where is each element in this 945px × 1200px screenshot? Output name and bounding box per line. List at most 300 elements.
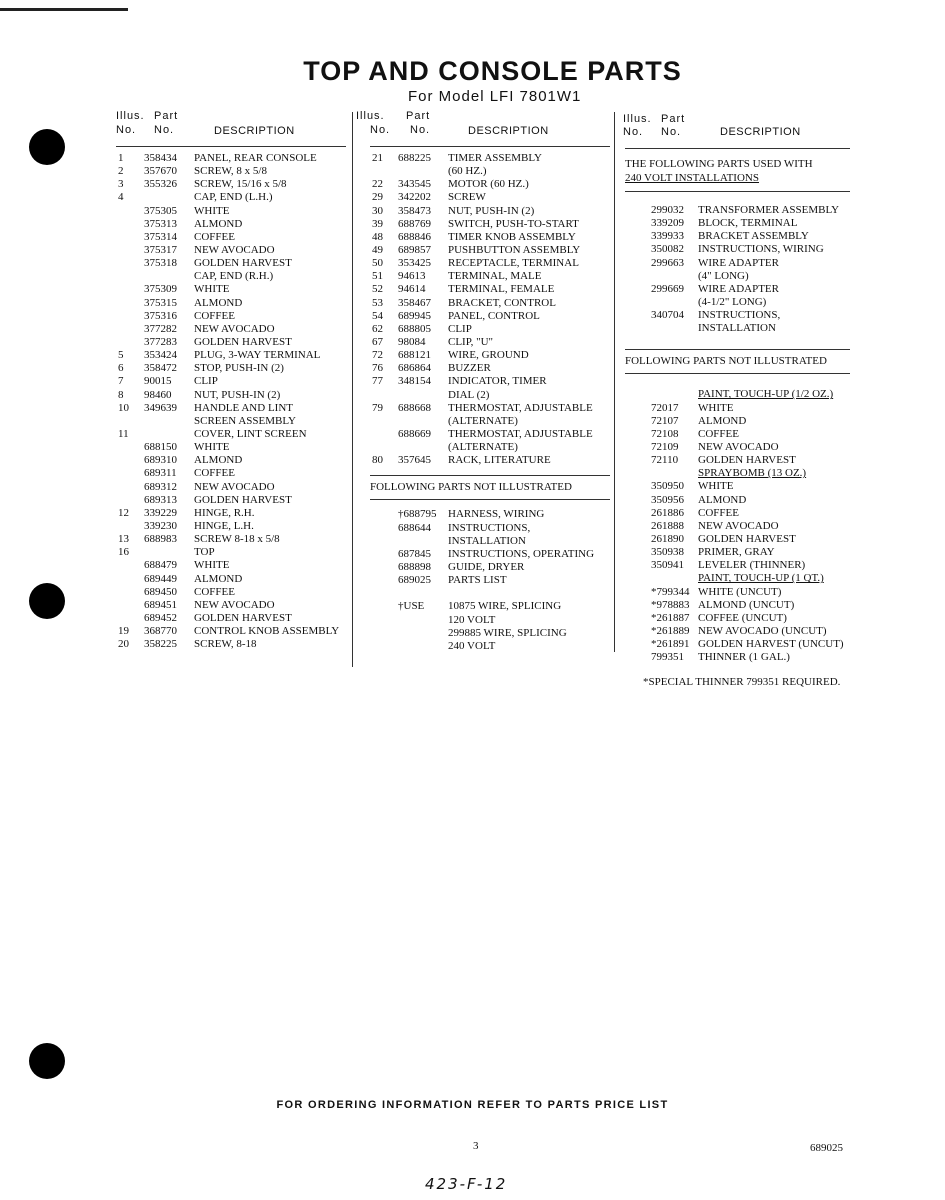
- illus-number: 49: [372, 243, 383, 256]
- part-number: 375317: [144, 243, 177, 256]
- parts-row: [370, 270, 610, 283]
- illus-number: 79: [372, 401, 383, 414]
- part-number: 98084: [398, 335, 426, 348]
- parts-row: [651, 388, 850, 401]
- parts-row: [651, 467, 850, 480]
- parts-row: [116, 481, 346, 494]
- part-description: GUIDE, DRYER: [448, 560, 525, 573]
- part-description: NEW AVOCADO: [698, 440, 779, 453]
- part-number: 358473: [398, 204, 431, 217]
- parts-row: [116, 467, 346, 480]
- illus-number: 12: [118, 506, 129, 519]
- part-description: HANDLE AND LINT: [194, 401, 293, 414]
- parts-row: [651, 322, 850, 335]
- part-description: WHITE: [194, 283, 230, 296]
- part-number: 261888: [651, 519, 684, 532]
- part-description: HINGE, R.H.: [194, 506, 255, 519]
- part-description: TERMINAL, FEMALE: [448, 283, 555, 296]
- part-description: NEW AVOCADO: [698, 519, 779, 532]
- part-number: 94614: [398, 283, 426, 296]
- parts-row: [370, 310, 610, 323]
- part-number: 688150: [144, 441, 177, 454]
- parts-row: [370, 178, 610, 191]
- part-description: PANEL, CONTROL: [448, 309, 540, 322]
- part-number: 94613: [398, 270, 426, 283]
- part-description: GOLDEN HARVEST: [194, 611, 292, 624]
- part-description: CLIP: [448, 322, 472, 335]
- part-number: 689025: [398, 574, 431, 587]
- part-description: BRACKET, CONTROL: [448, 296, 556, 309]
- parts-row: [116, 454, 346, 467]
- parts-row: [651, 428, 850, 441]
- parts-row: [116, 389, 346, 402]
- header-illus-no: No.: [116, 124, 137, 136]
- parts-row: [116, 533, 346, 546]
- ordering-info-footer: FOR ORDERING INFORMATION REFER TO PARTS PRICE LIST: [276, 1099, 669, 1111]
- parts-row: [370, 548, 610, 561]
- part-description: CAP, END (L.H.): [194, 191, 273, 204]
- part-description: GOLDEN HARVEST: [194, 257, 292, 270]
- parts-row: [370, 415, 610, 428]
- parts-row: [116, 244, 346, 257]
- part-description: 299885 WIRE, SPLICING: [448, 626, 567, 639]
- part-description: RACK, LITERATURE: [448, 454, 551, 467]
- parts-row: [651, 309, 850, 322]
- part-number: 353425: [398, 257, 431, 270]
- parts-row: [370, 389, 610, 402]
- header-part: Part: [406, 110, 431, 122]
- illus-number: 30: [372, 204, 383, 217]
- part-description: WHITE: [698, 401, 734, 414]
- parts-row: [651, 533, 850, 546]
- parts-row: [116, 625, 346, 638]
- parts-row: [116, 402, 346, 415]
- illus-number: 52: [372, 283, 383, 296]
- part-number: 72108: [651, 427, 679, 440]
- illus-number: 8: [118, 388, 124, 401]
- parts-row: [651, 625, 850, 638]
- parts-row: [116, 218, 346, 231]
- part-description: COFFEE: [194, 309, 235, 322]
- part-number: 339209: [651, 217, 684, 230]
- part-number: †USE: [398, 600, 425, 613]
- part-description: LEVELER (THINNER): [698, 559, 806, 572]
- part-description: WIRE ADAPTER: [698, 256, 779, 269]
- part-number: 689857: [398, 243, 431, 256]
- part-description: TIMER ASSEMBLY: [448, 152, 542, 164]
- part-number: 350938: [651, 546, 684, 559]
- part-number: *978883: [651, 598, 690, 611]
- part-number: 358225: [144, 638, 177, 651]
- illus-number: 77: [372, 375, 383, 388]
- part-description: NEW AVOCADO (UNCUT): [698, 624, 827, 637]
- part-description: 10875 WIRE, SPLICING: [448, 600, 562, 613]
- part-description: NUT, PUSH-IN (2): [448, 204, 535, 217]
- part-description: ALMOND: [698, 493, 747, 506]
- part-number: 688805: [398, 322, 431, 335]
- part-description: WIRE ADAPTER: [698, 282, 779, 295]
- part-number: 98460: [144, 388, 172, 401]
- part-number: 368770: [144, 625, 177, 638]
- illus-number: 21: [372, 152, 383, 164]
- part-number: 689313: [144, 493, 177, 506]
- part-number: 299032: [651, 204, 684, 216]
- page-title: TOP AND CONSOLE PARTS: [303, 56, 682, 86]
- parts-row: [651, 638, 850, 651]
- parts-row: [116, 349, 346, 362]
- part-description: PANEL, REAR CONSOLE: [194, 152, 317, 164]
- part-description: ALMOND: [698, 414, 747, 427]
- parts-row: [370, 362, 610, 375]
- parts-row: [651, 204, 850, 217]
- part-description: SCREW: [448, 191, 486, 204]
- parts-row: [651, 572, 850, 585]
- part-description: GOLDEN HARVEST: [194, 335, 292, 348]
- part-description: INSTRUCTIONS, OPERATING: [448, 547, 595, 560]
- part-description: SCREW, 8-18: [194, 638, 257, 651]
- part-description: BRACKET ASSEMBLY: [698, 230, 809, 243]
- part-number: 340704: [651, 309, 684, 322]
- illus-number: 10: [118, 401, 129, 414]
- parts-row: [116, 507, 346, 520]
- part-number: 688121: [398, 349, 431, 362]
- parts-row: [116, 270, 346, 283]
- illus-number: 11: [118, 427, 129, 440]
- illus-number: 2: [118, 165, 124, 178]
- parts-row: [651, 270, 850, 283]
- section-heading-not-illustrated: FOLLOWING PARTS NOT ILLUSTRATED: [370, 475, 610, 500]
- parts-row: [116, 546, 346, 559]
- part-description: ALMOND (UNCUT): [698, 598, 795, 611]
- parts-row: [651, 243, 850, 256]
- part-number: 72110: [651, 454, 679, 467]
- part-number: 357670: [144, 165, 177, 178]
- part-description: (4" LONG): [698, 269, 749, 282]
- part-description: SWITCH, PUSH-TO-START: [448, 217, 579, 230]
- illus-number: 13: [118, 533, 129, 546]
- part-number: 350950: [651, 480, 684, 493]
- part-number: 799351: [651, 651, 684, 664]
- punch-hole-middle: [29, 583, 65, 619]
- part-description: GOLDEN HARVEST: [194, 493, 292, 506]
- part-number: 261886: [651, 506, 684, 519]
- parts-row: [116, 428, 346, 441]
- part-number: 686864: [398, 362, 431, 375]
- punch-hole-bottom: [29, 1043, 65, 1079]
- illus-number: 6: [118, 362, 124, 375]
- illus-number: 67: [372, 335, 383, 348]
- part-number: 339933: [651, 230, 684, 243]
- part-number: †688795: [398, 508, 437, 521]
- part-number: 688225: [398, 152, 431, 164]
- parts-row: [651, 599, 850, 612]
- parts-row: [370, 428, 610, 441]
- parts-row: [651, 415, 850, 428]
- part-description: TOP: [194, 546, 215, 559]
- part-description: ALMOND: [194, 296, 243, 309]
- part-number: 261890: [651, 532, 684, 545]
- parts-row: [370, 587, 610, 600]
- column-header: [356, 110, 610, 146]
- document-number: 689025: [810, 1142, 843, 1154]
- parts-row: [370, 205, 610, 218]
- part-description: COFFEE: [194, 230, 235, 243]
- part-number: 688983: [144, 533, 177, 546]
- part-number: 689312: [144, 480, 177, 493]
- header-part: Part: [154, 110, 179, 122]
- part-description: INSTRUCTIONS,: [448, 521, 531, 534]
- handwritten-reference: 423-F-12: [425, 1175, 508, 1193]
- part-number: 375309: [144, 283, 177, 296]
- part-number: 689452: [144, 611, 177, 624]
- part-description: COFFEE: [698, 506, 739, 519]
- illus-number: 29: [372, 191, 383, 204]
- part-description: MOTOR (60 HZ.): [448, 178, 529, 191]
- section-heading-240-volt: THE FOLLOWING PARTS USED WITH 240 VOLT INSTALLATIONS: [625, 157, 850, 192]
- part-number: 72109: [651, 440, 679, 453]
- part-number: 375305: [144, 204, 177, 217]
- part-number: 349639: [144, 401, 177, 414]
- part-description: PRIMER, GRAY: [698, 546, 775, 559]
- parts-row: [651, 230, 850, 243]
- part-description: INDICATOR, TIMER: [448, 375, 547, 388]
- parts-row: [370, 454, 610, 467]
- part-number: 689945: [398, 309, 431, 322]
- part-description: INSTRUCTIONS, WIRING: [698, 243, 824, 256]
- parts-row: [370, 231, 610, 244]
- parts-row: [116, 283, 346, 296]
- parts-row: [116, 520, 346, 533]
- part-description: (4-1/2" LONG): [698, 295, 767, 308]
- part-description: NEW AVOCADO: [194, 243, 275, 256]
- part-description: GOLDEN HARVEST: [698, 532, 796, 545]
- illus-number: 54: [372, 309, 383, 322]
- part-description: TRANSFORMER ASSEMBLY: [698, 204, 840, 216]
- column-divider: [614, 112, 615, 652]
- illus-number: 4: [118, 191, 124, 204]
- part-number: 350082: [651, 243, 684, 256]
- part-description: STOP, PUSH-IN (2): [194, 362, 284, 375]
- parts-row: [370, 257, 610, 270]
- parts-row: [116, 231, 346, 244]
- parts-row: [651, 546, 850, 559]
- parts-row: [116, 362, 346, 375]
- part-number: 350956: [651, 493, 684, 506]
- part-description: SCREW 8-18 x 5/8: [194, 533, 280, 546]
- header-part-no: No.: [154, 124, 175, 136]
- parts-row: [651, 612, 850, 625]
- part-number: 358467: [398, 296, 431, 309]
- parts-row: [370, 508, 610, 521]
- part-description: (60 HZ.): [448, 165, 487, 178]
- illus-number: 19: [118, 625, 129, 638]
- parts-row: [116, 375, 346, 388]
- part-description: CAP, END (R.H.): [194, 270, 274, 283]
- part-description: DIAL (2): [448, 388, 490, 401]
- part-number: 343545: [398, 178, 431, 191]
- parts-row: [370, 600, 610, 613]
- parts-row: [370, 627, 610, 640]
- illus-number: 39: [372, 217, 383, 230]
- special-thinner-note: *SPECIAL THINNER 799351 REQUIRED.: [643, 676, 841, 689]
- header-description: DESCRIPTION: [720, 126, 801, 138]
- part-description: THERMOSTAT, ADJUSTABLE: [448, 401, 593, 414]
- header-description: DESCRIPTION: [214, 125, 295, 137]
- part-number: 357645: [398, 454, 431, 467]
- parts-row: [116, 441, 346, 454]
- part-description: WIRE, GROUND: [448, 349, 529, 362]
- part-description: INSTALLATION: [448, 534, 526, 547]
- part-number: 375313: [144, 217, 177, 230]
- punch-hole-top: [29, 129, 65, 165]
- part-number: 342202: [398, 191, 431, 204]
- part-number: 375314: [144, 230, 177, 243]
- part-description: TERMINAL, MALE: [448, 270, 542, 283]
- page-subtitle: For Model LFI 7801W1: [408, 88, 582, 105]
- part-description: PARTS LIST: [448, 574, 507, 587]
- illus-number: 72: [372, 349, 383, 362]
- parts-list-paint: [651, 388, 850, 664]
- part-number: 688846: [398, 230, 431, 243]
- parts-list: [116, 152, 346, 651]
- parts-row: [370, 375, 610, 388]
- parts-row: [370, 561, 610, 574]
- parts-row: [651, 494, 850, 507]
- parts-row: [370, 402, 610, 415]
- header-rule: [625, 148, 850, 149]
- parts-row: [116, 599, 346, 612]
- parts-row: [116, 297, 346, 310]
- parts-row: [370, 640, 610, 653]
- part-description: SCREW, 15/16 x 5/8: [194, 178, 287, 191]
- parts-row: [651, 441, 850, 454]
- parts-row: [370, 165, 610, 178]
- part-description: NEW AVOCADO: [194, 598, 275, 611]
- part-description: GOLDEN HARVEST (UNCUT): [698, 638, 844, 651]
- part-number: 339229: [144, 506, 177, 519]
- part-number: 90015: [144, 375, 172, 388]
- part-number: 688644: [398, 521, 431, 534]
- parts-row: [116, 573, 346, 586]
- illus-number: 62: [372, 322, 383, 335]
- part-description: SCREW, 8 x 5/8: [194, 165, 267, 178]
- illus-number: 22: [372, 178, 383, 191]
- part-number: 350941: [651, 559, 684, 572]
- part-number: 689450: [144, 585, 177, 598]
- parts-row: [651, 559, 850, 572]
- parts-row: [116, 323, 346, 336]
- parts-row: [116, 336, 346, 349]
- header-illus-no: No.: [623, 126, 644, 138]
- part-description: WHITE: [194, 441, 230, 454]
- column-header: [625, 110, 850, 146]
- parts-row: [651, 520, 850, 533]
- part-description: INSTALLATION: [698, 322, 776, 335]
- header-part-no: No.: [661, 126, 682, 138]
- illus-number: 20: [118, 638, 129, 651]
- part-description: PAINT, TOUCH-UP (1 QT.): [698, 572, 824, 585]
- parts-row: [370, 297, 610, 310]
- part-number: 72107: [651, 414, 679, 427]
- part-number: *799344: [651, 585, 690, 598]
- part-number: 688898: [398, 560, 431, 573]
- header-illus: Illus.: [623, 113, 652, 125]
- part-description: COFFEE (UNCUT): [698, 611, 787, 624]
- part-description: NEW AVOCADO: [194, 480, 275, 493]
- part-number: 353424: [144, 349, 177, 362]
- parts-row: [116, 191, 346, 204]
- parts-row: [116, 559, 346, 572]
- part-description: THINNER (1 GAL.): [698, 651, 790, 664]
- parts-row: [370, 349, 610, 362]
- illus-number: 5: [118, 349, 124, 362]
- illus-number: 53: [372, 296, 383, 309]
- parts-row: [370, 535, 610, 548]
- parts-row: [370, 522, 610, 535]
- parts-row: [116, 152, 346, 165]
- part-description: COFFEE: [194, 467, 235, 480]
- parts-row: [370, 152, 610, 165]
- parts-column-3: [625, 110, 850, 688]
- part-description: PLUG, 3-WAY TERMINAL: [194, 349, 321, 362]
- parts-row: [651, 217, 850, 230]
- parts-row: [370, 614, 610, 627]
- parts-row: [116, 178, 346, 191]
- part-number: *261887: [651, 611, 690, 624]
- parts-row: [116, 586, 346, 599]
- parts-row: [116, 638, 346, 651]
- part-number: 355326: [144, 178, 177, 191]
- part-number: 689310: [144, 454, 177, 467]
- illus-number: 51: [372, 270, 383, 283]
- parts-row: [651, 296, 850, 309]
- parts-list-240-volt: [651, 204, 850, 335]
- column-header: [116, 110, 346, 146]
- part-description: TIMER KNOB ASSEMBLY: [448, 230, 576, 243]
- illus-number: 48: [372, 230, 383, 243]
- part-number: 689449: [144, 572, 177, 585]
- part-description: BLOCK, TERMINAL: [698, 217, 798, 230]
- part-description: ALMOND: [194, 572, 243, 585]
- illus-number: 16: [118, 546, 129, 559]
- part-number: 299669: [651, 282, 684, 295]
- part-description: HINGE, L.H.: [194, 519, 254, 532]
- parts-row: [116, 165, 346, 178]
- part-description: WHITE: [698, 480, 734, 493]
- parts-row: [651, 454, 850, 467]
- corner-mark: [0, 8, 128, 11]
- header-rule: [370, 146, 610, 147]
- part-number: *261891: [651, 638, 690, 651]
- part-number: 688669: [398, 427, 431, 440]
- part-number: 299663: [651, 256, 684, 269]
- part-description: PUSHBUTTON ASSEMBLY: [448, 243, 581, 256]
- part-description: CLIP, "U": [448, 335, 494, 348]
- parts-row: [370, 283, 610, 296]
- part-description: CLIP: [194, 375, 218, 388]
- illus-number: 76: [372, 362, 383, 375]
- parts-column-1: [116, 110, 346, 651]
- part-description: 120 VOLT: [448, 613, 496, 626]
- part-description: SPRAYBOMB (13 OZ.): [698, 467, 807, 480]
- part-description: COFFEE: [698, 427, 739, 440]
- header-illus-no: No.: [370, 124, 391, 136]
- part-description: (ALTERNATE): [448, 414, 518, 427]
- illus-number: 80: [372, 454, 383, 467]
- parts-row: [370, 441, 610, 454]
- part-number: 689451: [144, 598, 177, 611]
- parts-row: [370, 323, 610, 336]
